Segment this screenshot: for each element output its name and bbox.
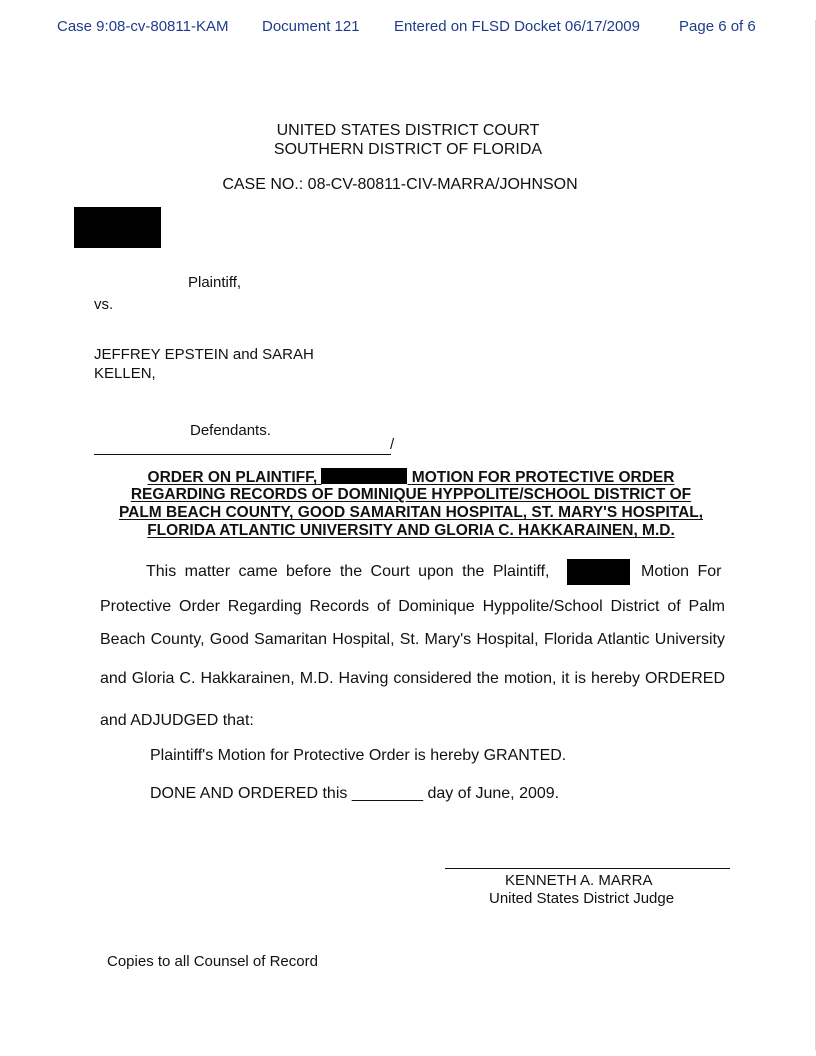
header-entered-date: Entered on FLSD Docket 06/17/2009 — [394, 18, 640, 35]
body-line1-b: Motion For — [641, 563, 722, 580]
order-title-line3: PALM BEACH COUNTY, GOOD SAMARITAN HOSPITAL, ST. MARY'S HOSPITAL, — [118, 504, 704, 521]
court-district: SOUTHERN DISTRICT OF FLORIDA — [273, 141, 543, 158]
order-title-line1-a: ORDER ON PLAINTIFF, — [147, 469, 318, 486]
body-line1 — [146, 563, 726, 581]
header-document-number: Document 121 — [262, 18, 360, 35]
granted-statement: Plaintiff's Motion for Protective Order is hereby GRANTED. — [150, 747, 567, 764]
header-page-number: Page 6 of 6 — [679, 18, 756, 35]
order-title-line2: REGARDING RECORDS OF DOMINIQUE HYPPOLITE/SCHOOL DISTRICT OF — [130, 486, 692, 503]
done-and-ordered: DONE AND ORDERED this ________ day of June, 2009. — [150, 785, 560, 802]
order-title-line4: FLORIDA ATLANTIC UNIVERSITY AND GLORIA C. HAKKARAINEN, M.D. — [147, 522, 675, 539]
case-number: CASE NO.: 08-CV-80811-CIV-MARRA/JOHNSON — [222, 176, 578, 193]
order-title-line1-b: MOTION FOR PROTECTIVE ORDER — [411, 469, 675, 486]
caption-rule — [94, 454, 391, 455]
body-line3: Beach County, Good Samaritan Hospital, St. Mary's Hospital, Florida Atlantic University — [100, 631, 725, 648]
body-line2: Protective Order Regarding Records of Dominique Hyppolite/School District of Palm — [100, 598, 725, 615]
defendants-names-line1: JEFFREY EPSTEIN and SARAH — [94, 346, 314, 363]
signature-line — [445, 868, 730, 869]
judge-name: KENNETH A. MARRA — [505, 872, 653, 889]
court-name: UNITED STATES DISTRICT COURT — [276, 122, 540, 139]
order-title-line1 — [96, 468, 726, 487]
defendants-names-line2: KELLEN, — [94, 365, 156, 382]
caption-slash: / — [390, 436, 395, 453]
copies-notice: Copies to all Counsel of Record — [107, 953, 318, 970]
plaintiff-label: Plaintiff, — [188, 274, 242, 291]
redaction-block-plaintiff-name — [74, 207, 161, 248]
judge-title: United States District Judge — [489, 890, 675, 907]
body-line4: and Gloria C. Hakkarainen, M.D. Having considered the motion, it is hereby ORDERED — [100, 670, 725, 687]
header-case-number: Case 9:08-cv-80811-KAM — [57, 18, 229, 35]
redaction-block-title — [321, 468, 407, 484]
versus-label: vs. — [94, 296, 114, 313]
body-line5: and ADJUDGED that: — [100, 712, 254, 729]
body-line1-a: This matter came before the Court upon the Plaintiff, — [146, 563, 550, 580]
defendants-label: Defendants. — [190, 422, 271, 439]
redaction-block-body — [567, 559, 630, 585]
